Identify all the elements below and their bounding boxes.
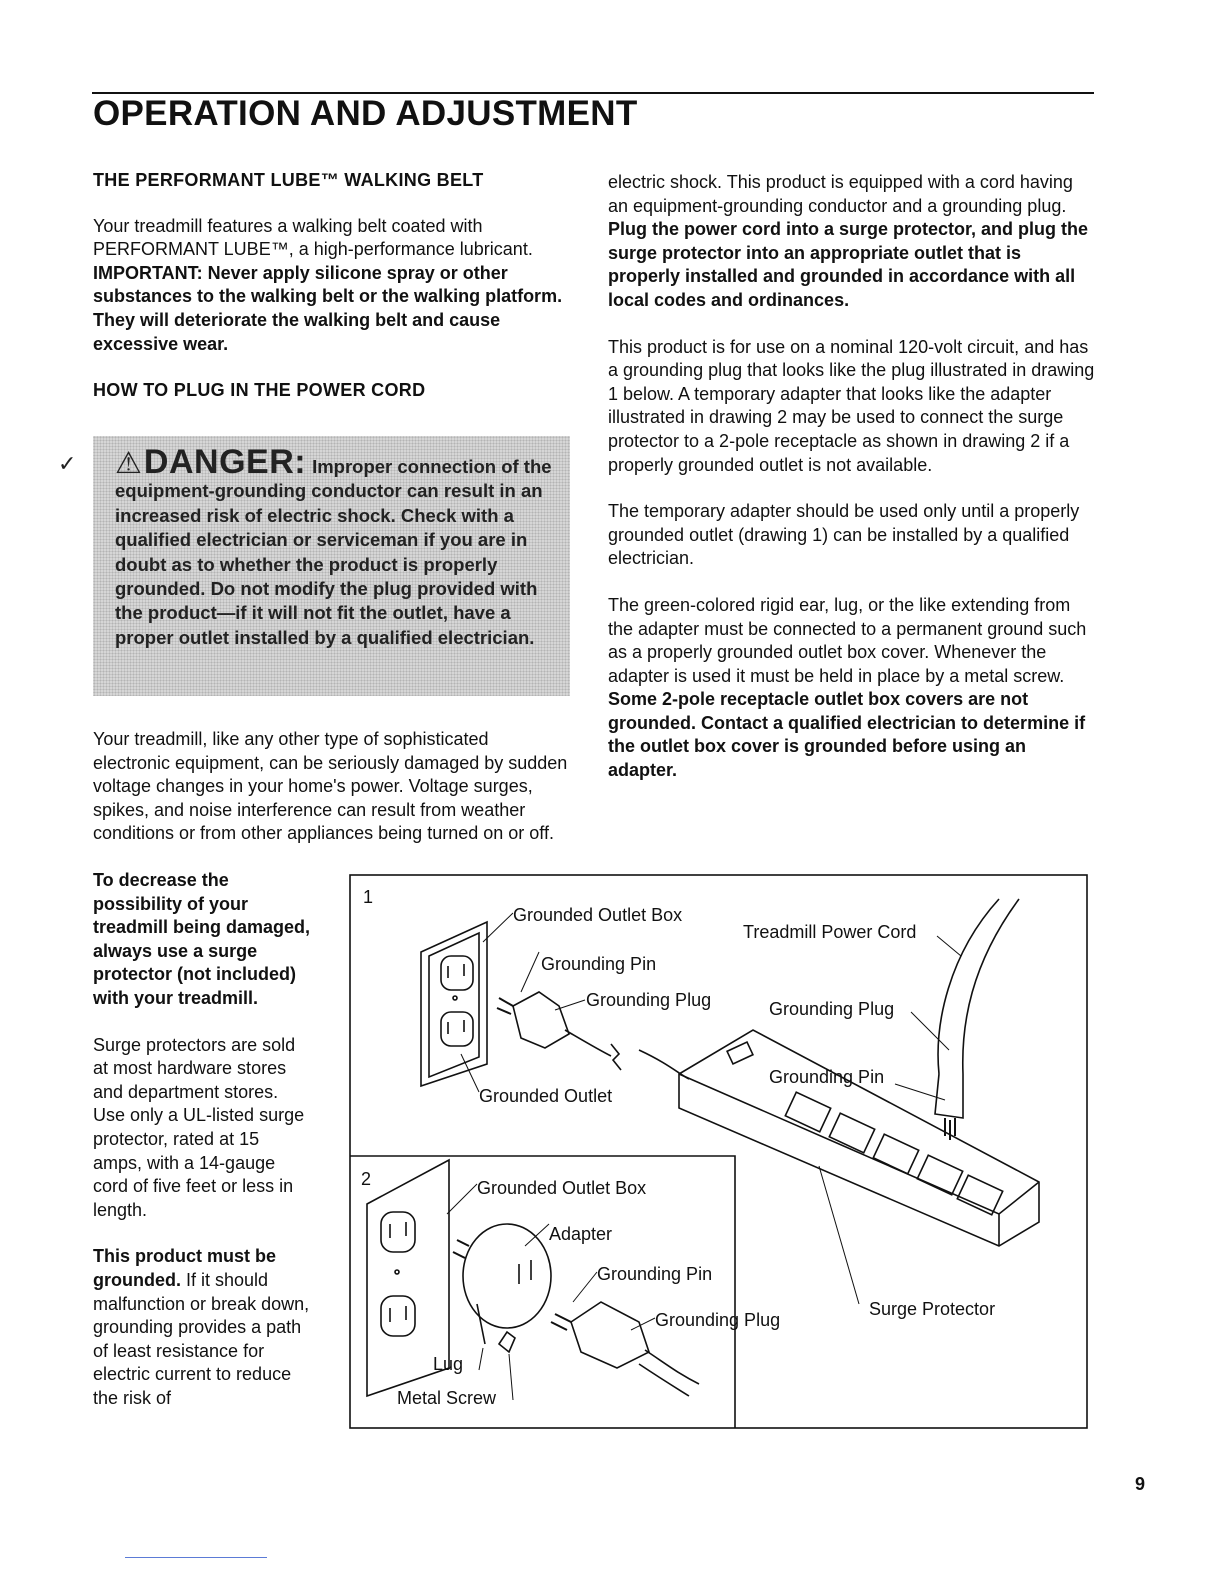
- danger-text-block: [115, 443, 555, 650]
- shock-paragraph: [608, 171, 1096, 313]
- temporary-paragraph: The temporary adapter should be used only until a properly grounded outlet (drawing 1) can be installed by a qualified electrician.: [608, 501, 1080, 569]
- margin-mark: ✓: [58, 451, 77, 476]
- sophisticated-text: [93, 728, 568, 846]
- outlet-box-1: [421, 922, 487, 1086]
- label-surge-protector: Surge Protector: [869, 1299, 996, 1319]
- metal-screw: [499, 1332, 515, 1352]
- label-grounding-pin-3: Grounding Pin: [597, 1264, 713, 1284]
- grounded-text: If it should malfunction or break down, grounding provides a path of least resistance for electric current to reduce the risk of: [93, 1269, 310, 1408]
- label-grounding-pin-1: Grounding Pin: [541, 954, 657, 974]
- adapter-body: [463, 1224, 551, 1328]
- page-title: OPERATION AND ADJUSTMENT: [93, 94, 638, 133]
- receptacle-bottom-1: [441, 1012, 473, 1046]
- label-treadmill-power-cord: Treadmill Power Cord: [743, 922, 917, 942]
- danger-message: Improper connection of the equipment-grounding conductor can result in an increased risk of electric shock. Check with a qualified electrician or serviceman if you are in doubt as to whether the product is properly grounded. Do not modify the plug provided with the product—if it will not fit the outlet, have a proper outlet installed by a qualified electrician.: [115, 456, 552, 648]
- label-adapter: Adapter: [549, 1224, 613, 1244]
- green-text: The green-colored rigid ear, lug, or the like extending from the adapter must be connected to a permanent ground such as a properly grounded outlet box cover. Whenever the adapter is used it must be held in place by a metal screw.: [608, 594, 1087, 686]
- grounded-bold: This product must be grounded.: [93, 1246, 277, 1290]
- lube-important: IMPORTANT: Never apply silicone spray or other substances to the walking belt or the walking platform. They will deteriorate the walking belt and cause excessive wear.: [93, 262, 563, 354]
- grounding-plug-3: [571, 1302, 649, 1368]
- surge-sockets: [785, 1092, 1002, 1215]
- label-lug: Lug: [433, 1354, 464, 1374]
- plug-heading: HOW TO PLUG IN THE POWER CORD: [93, 380, 426, 401]
- outlet-diagram: [349, 874, 1089, 1430]
- figure-frame: [350, 875, 1087, 1428]
- lube-heading: THE PERFORMANT LUBE™ WALKING BELT: [93, 170, 484, 190]
- label-metal-screw: Metal Screw: [397, 1388, 497, 1408]
- grounded-paragraph: [93, 1245, 311, 1410]
- adapter-lug: [477, 1304, 485, 1344]
- label-grounded-outlet-box-2: Grounded Outlet Box: [477, 1178, 647, 1198]
- label-grounded-outlet-box-1: Grounded Outlet Box: [513, 905, 683, 925]
- lube-section: [93, 169, 578, 403]
- grounding-plug-1: [513, 992, 569, 1048]
- label-grounding-plug-1: Grounding Plug: [586, 990, 712, 1010]
- cord-1: [565, 1030, 611, 1056]
- drawing-1-number: 1: [363, 887, 374, 907]
- shock-bold: Plug the power cord into a surge protector, and plug the surge protector into an appropriate outlet that is properly installed and grounded in accordance with all local codes and ordinances.: [608, 219, 1089, 310]
- outlet-plate-1: [429, 933, 479, 1077]
- grounding-plug-2: [935, 1074, 963, 1118]
- green-bold: Some 2-pole receptacle outlet box covers are not grounded. Contact a qualified electrician to determine if the outlet box cover is grounded before using an adapter.: [608, 689, 1086, 781]
- lube-text: Your treadmill features a walking belt coated with PERFORMANT LUBE™, a high-performance lubricant.: [93, 215, 533, 260]
- surge-column: [93, 869, 311, 1410]
- power-switch: [727, 1042, 753, 1064]
- bottom-line: [125, 1557, 267, 1558]
- label-grounding-plug-3: Grounding Plug: [655, 1310, 781, 1330]
- green-paragraph: [608, 594, 1096, 783]
- circuit-paragraph: This product is for use on a nominal 120-volt circuit, and has a grounding plug that looks like the plug illustrated in drawing 1 below. A temporary adapter that looks like the adapter illustrated in drawing 2 may be used to connect the surge protector to a 2-pole receptacle as shown in drawing 2 if a properly grounded outlet is not available.: [608, 336, 1095, 475]
- label-grounded-outlet: Grounded Outlet: [479, 1086, 613, 1106]
- right-column: [608, 171, 1096, 783]
- warning-triangle-icon: ⚠: [115, 447, 142, 480]
- danger-box: [93, 436, 570, 696]
- danger-word: DANGER:: [143, 443, 307, 481]
- sophisticated-paragraph: Your treadmill, like any other type of sophisticated electronic equipment, can be seriously damaged by sudden voltage changes in your home's power. Voltage surges, spikes, and noise interference can result from weather conditions or from other appliances being turned on or off.: [93, 729, 568, 844]
- receptacle-top-1: [441, 956, 473, 990]
- outlet-diagram-svg: [349, 874, 1089, 1430]
- cord-2: [645, 1350, 699, 1384]
- label-grounding-pin-2: Grounding Pin: [769, 1067, 885, 1087]
- surge-paragraph: Surge protectors are sold at most hardware stores and department stores. Use only a UL-listed surge protector, rated at 15 amps, with a 14-gauge cord of five feet or less in length.: [93, 1034, 305, 1220]
- label-grounding-plug-2: Grounding Plug: [769, 999, 895, 1019]
- decrease-paragraph: To decrease the possibility of your treadmill being damaged, always use a surge protector (not included) with your treadmill.: [93, 870, 311, 1008]
- page-number: 9: [1135, 1474, 1146, 1494]
- drawing-2-number: 2: [361, 1169, 372, 1189]
- receptacle-top-2: [381, 1212, 415, 1252]
- shock-text: electric shock. This product is equipped with a cord having an equipment-grounding conductor and a grounding plug.: [608, 172, 1073, 216]
- receptacle-bottom-2: [381, 1296, 415, 1336]
